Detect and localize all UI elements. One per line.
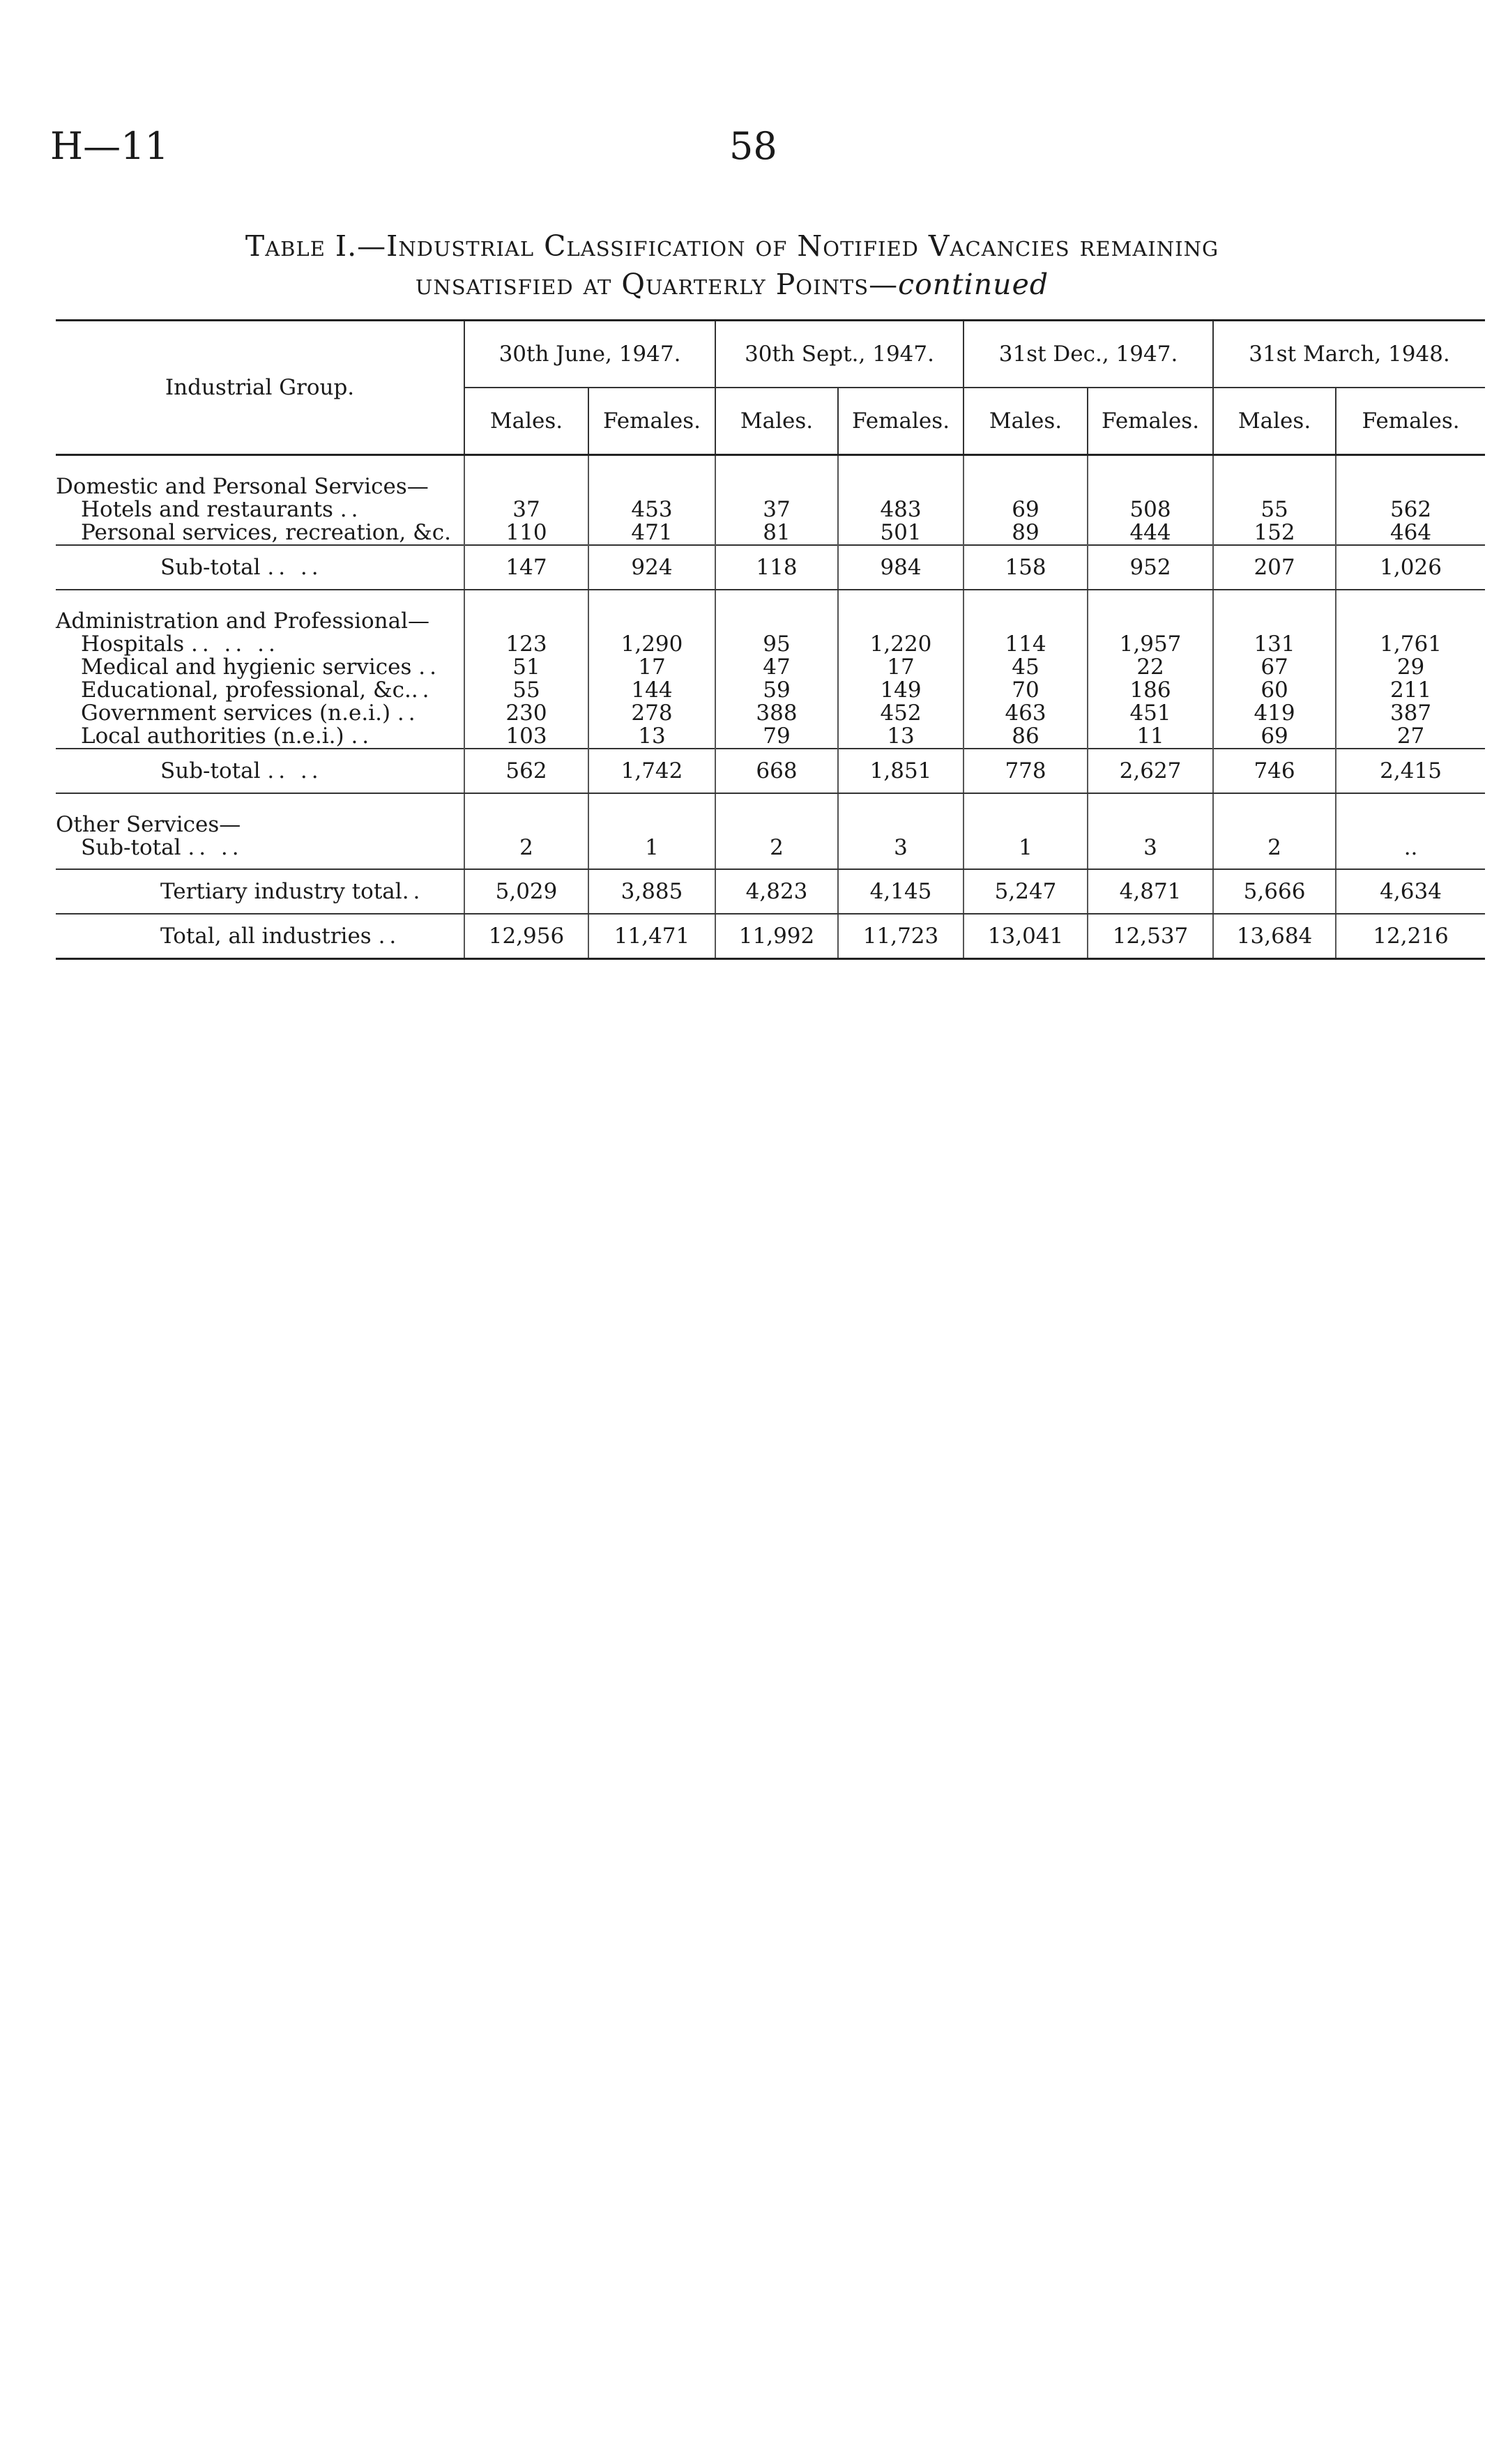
- subtotal-label-text: Sub-total: [160, 554, 261, 580]
- cell: 451: [1088, 702, 1213, 725]
- cell: 103: [464, 725, 588, 749]
- tertiary-total-row: [56, 869, 1485, 914]
- vacancies-table: [56, 319, 1485, 960]
- sub-header-females: Females.: [1088, 388, 1213, 455]
- subtotal-row: [56, 836, 1485, 869]
- cell: 453: [588, 498, 715, 521]
- table-row: [56, 656, 1485, 679]
- cell: 11,723: [838, 914, 964, 959]
- row-label-text: Local authorities (n.e.i.): [81, 724, 344, 749]
- cell: 4,145: [838, 869, 964, 914]
- cell: 147: [464, 545, 588, 590]
- cell: 118: [715, 545, 838, 590]
- cell: 388: [715, 702, 838, 725]
- sub-header-males: Males.: [964, 388, 1088, 455]
- title-line-2: unsatisfied at Quarterly Points—: [415, 268, 899, 301]
- cell: 4,634: [1336, 869, 1485, 914]
- table-row: [56, 679, 1485, 702]
- cell: 419: [1213, 702, 1336, 725]
- cell: 1,957: [1088, 633, 1213, 656]
- table-row: [56, 498, 1485, 521]
- sub-header-females: Females.: [588, 388, 715, 455]
- cell: 114: [964, 633, 1088, 656]
- row-label: [56, 521, 464, 545]
- cell: 3: [1088, 836, 1213, 869]
- cell: 144: [588, 679, 715, 702]
- title-continued: continued: [898, 268, 1049, 301]
- cell: 12,216: [1336, 914, 1485, 959]
- subtotal-label-text: Sub-total: [81, 835, 181, 860]
- cell: 924: [588, 545, 715, 590]
- page-identifier: H—11: [50, 124, 169, 168]
- cell: 746: [1213, 749, 1336, 793]
- dot-leader: ..: [418, 655, 441, 680]
- subtotal-label: [56, 545, 464, 590]
- cell: 79: [715, 725, 838, 749]
- period-header-2: 30th Sept., 1947.: [715, 321, 964, 388]
- dot-leader: ..: [351, 724, 374, 749]
- cell: 778: [964, 749, 1088, 793]
- cell: 152: [1213, 521, 1336, 545]
- cell: 562: [1336, 498, 1485, 521]
- cell: 149: [838, 679, 964, 702]
- page-number: 58: [729, 124, 777, 168]
- cell: 1: [588, 836, 715, 869]
- cell: 86: [964, 725, 1088, 749]
- row-label-text: Government services (n.e.i.): [81, 701, 391, 726]
- cell: 5,247: [964, 869, 1088, 914]
- cell: 452: [838, 702, 964, 725]
- dot-leader: .. ..: [267, 554, 323, 580]
- cell: 3: [838, 836, 964, 869]
- tertiary-total-label-text: Tertiary industry total: [160, 878, 402, 904]
- cell: 70: [964, 679, 1088, 702]
- cell: 13,041: [964, 914, 1088, 959]
- cell: 81: [715, 521, 838, 545]
- table-row: [56, 633, 1485, 656]
- cell: 207: [1213, 545, 1336, 590]
- dot-leader: ..: [378, 923, 401, 949]
- cell: 69: [1213, 725, 1336, 749]
- dot-leader: ..: [340, 497, 363, 522]
- dot-leader: .. .. ..: [191, 632, 280, 657]
- subtotal-row: [56, 545, 1485, 590]
- cell: 471: [588, 521, 715, 545]
- cell: 211: [1336, 679, 1485, 702]
- cell: 186: [1088, 679, 1213, 702]
- row-label-text: Hospitals: [81, 632, 185, 657]
- section-heading-row: [56, 813, 1485, 836]
- cell: 12,537: [1088, 914, 1213, 959]
- row-label: [56, 725, 464, 749]
- sub-header-males: Males.: [1213, 388, 1336, 455]
- row-label: [56, 633, 464, 656]
- cell: 22: [1088, 656, 1213, 679]
- section-heading-row: [56, 610, 1485, 633]
- cell: 13: [588, 725, 715, 749]
- cell: 230: [464, 702, 588, 725]
- sub-header-males: Males.: [715, 388, 838, 455]
- row-label-text: Personal services, recreation, &c.: [81, 520, 451, 545]
- cell: 483: [838, 498, 964, 521]
- cell: 1,290: [588, 633, 715, 656]
- cell: 984: [838, 545, 964, 590]
- cell: 444: [1088, 521, 1213, 545]
- cell: 12,956: [464, 914, 588, 959]
- cell: 13: [838, 725, 964, 749]
- cell: 2: [464, 836, 588, 869]
- title-table-number: Table I.—: [245, 229, 387, 263]
- row-label: [56, 498, 464, 521]
- cell: 89: [964, 521, 1088, 545]
- cell: 1,026: [1336, 545, 1485, 590]
- cell: 501: [838, 521, 964, 545]
- cell: 1: [964, 836, 1088, 869]
- dot-leader: ..: [397, 701, 420, 726]
- cell: 464: [1336, 521, 1485, 545]
- vacancies-table-container: [56, 319, 1485, 960]
- table-body: [56, 455, 1485, 959]
- cell: 123: [464, 633, 588, 656]
- industrial-group-header: Industrial Group.: [56, 321, 464, 455]
- cell: 37: [464, 498, 588, 521]
- cell: 1,742: [588, 749, 715, 793]
- subtotal-row: [56, 749, 1485, 793]
- cell: 13,684: [1213, 914, 1336, 959]
- table-row: [56, 725, 1485, 749]
- cell: 67: [1213, 656, 1336, 679]
- period-header-1: 30th June, 1947.: [464, 321, 715, 388]
- row-label-text: Hotels and restaurants: [81, 497, 333, 522]
- row-label-text: Medical and hygienic services: [81, 655, 412, 680]
- table-title: [56, 227, 1408, 304]
- row-label-text: Educational, professional, &c.: [81, 678, 411, 703]
- subtotal-label: [56, 836, 464, 869]
- subtotal-label-text: Sub-total: [160, 758, 261, 783]
- row-label: [56, 679, 464, 702]
- cell: 668: [715, 749, 838, 793]
- section-heading-row: [56, 475, 1485, 498]
- dot-leader: .. ..: [267, 758, 323, 783]
- dot-leader: ..: [402, 878, 425, 904]
- section-heading: Other Services—: [56, 812, 241, 837]
- cell: 11: [1088, 725, 1213, 749]
- cell: 2: [1213, 836, 1336, 869]
- dot-leader: .. ..: [188, 835, 243, 860]
- cell: 110: [464, 521, 588, 545]
- cell: 55: [1213, 498, 1336, 521]
- cell: 5,029: [464, 869, 588, 914]
- cell: 5,666: [1213, 869, 1336, 914]
- cell: 69: [964, 498, 1088, 521]
- cell: 17: [838, 656, 964, 679]
- cell: 47: [715, 656, 838, 679]
- cell: 37: [715, 498, 838, 521]
- period-header-4: 31st March, 1948.: [1213, 321, 1485, 388]
- sub-header-males: Males.: [464, 388, 588, 455]
- cell: 2: [715, 836, 838, 869]
- section-heading: Administration and Professional—: [56, 609, 430, 634]
- grand-total-label-text: Total, all industries: [160, 923, 372, 949]
- cell: 131: [1213, 633, 1336, 656]
- cell: 51: [464, 656, 588, 679]
- cell: 278: [588, 702, 715, 725]
- cell: 2,415: [1336, 749, 1485, 793]
- cell: 95: [715, 633, 838, 656]
- cell: 29: [1336, 656, 1485, 679]
- title-line-1: Industrial Classification of Notified Vacancies remaining: [386, 229, 1219, 263]
- cell: 60: [1213, 679, 1336, 702]
- cell: 3,885: [588, 869, 715, 914]
- cell: 11,992: [715, 914, 838, 959]
- cell: 158: [964, 545, 1088, 590]
- cell: 55: [464, 679, 588, 702]
- cell: 387: [1336, 702, 1485, 725]
- grand-total-row: [56, 914, 1485, 959]
- cell: 1,761: [1336, 633, 1485, 656]
- cell: 11,471: [588, 914, 715, 959]
- sub-header-females: Females.: [838, 388, 964, 455]
- cell: ..: [1336, 836, 1485, 869]
- sub-header-females: Females.: [1336, 388, 1485, 455]
- row-label: [56, 702, 464, 725]
- cell: 1,851: [838, 749, 964, 793]
- subtotal-label: [56, 749, 464, 793]
- cell: 952: [1088, 545, 1213, 590]
- cell: 2,627: [1088, 749, 1213, 793]
- cell: 508: [1088, 498, 1213, 521]
- dot-leader: ..: [411, 678, 434, 703]
- row-label: [56, 656, 464, 679]
- tertiary-total-label: [56, 869, 464, 914]
- cell: 27: [1336, 725, 1485, 749]
- cell: 59: [715, 679, 838, 702]
- section-heading: Domestic and Personal Services—: [56, 474, 429, 499]
- cell: 562: [464, 749, 588, 793]
- period-header-3: 31st Dec., 1947.: [964, 321, 1213, 388]
- cell: 4,871: [1088, 869, 1213, 914]
- cell: 4,823: [715, 869, 838, 914]
- cell: 45: [964, 656, 1088, 679]
- cell: 17: [588, 656, 715, 679]
- cell: 463: [964, 702, 1088, 725]
- grand-total-label: [56, 914, 464, 959]
- table-row: [56, 521, 1485, 545]
- table-row: [56, 702, 1485, 725]
- cell: 1,220: [838, 633, 964, 656]
